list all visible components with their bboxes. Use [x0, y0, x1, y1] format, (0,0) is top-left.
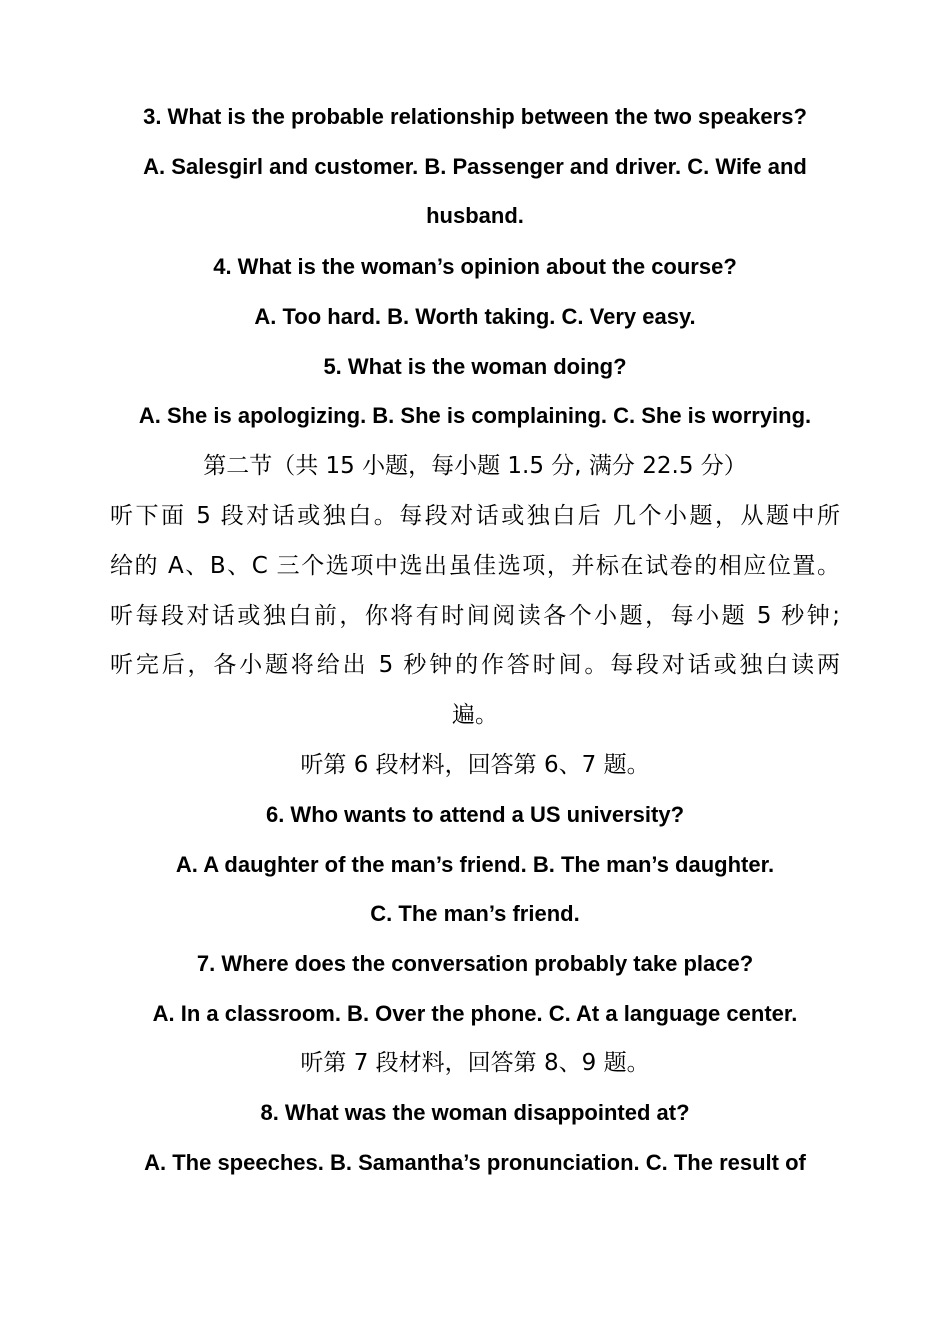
material-6-heading: 听第 6 段材料，回答第 6、7 题。 — [300, 752, 650, 778]
question-3: 3. What is the probable relationship between the two speakers? — [143, 104, 807, 129]
question-5-options: A. She is apologizing. B. She is complaining. C. She is worrying. — [138, 403, 812, 428]
question-5: 5. What is the woman doing? — [323, 354, 627, 379]
section-2-heading: 第二节（共 15 小题，每小题 1.5 分, 满分 22.5 分） — [203, 453, 747, 479]
question-6-options-cont: C. The man’s friend. — [370, 901, 580, 926]
question-4-options: A. Too hard. B. Worth taking. C. Very easy. — [254, 304, 696, 329]
question-8: 8. What was the woman disappointed at? — [260, 1100, 690, 1125]
question-7-options: A. In a classroom. B. Over the phone. C. At a language center. — [152, 1001, 798, 1026]
question-3-options-cont: husband. — [426, 203, 524, 228]
question-4: 4. What is the woman’s opinion about the course? — [213, 254, 737, 279]
instructions-line-3: 听每段对话或独白前，你将有时间阅读各个小题，每小题 5 秒钟; — [110, 603, 840, 629]
question-7: 7. Where does the conversation probably take place? — [196, 951, 754, 976]
instructions-line-1: 听下面 5 段对话或独白。每段对话或独白后 几个小题，从题中所 — [110, 503, 840, 529]
instructions-line-5: 遍。 — [452, 702, 498, 728]
question-3-options: A. Salesgirl and customer. B. Passenger and driver. C. Wife and — [143, 154, 807, 179]
instructions-line-2: 给的 A、B、C 三个选项中选出虽佳选项，并标在试卷的相应位置。 — [110, 553, 840, 579]
question-8-options: A. The speeches. B. Samantha’s pronunciation. C. The result of — [144, 1150, 806, 1175]
instructions-line-4: 听完后，各小题将给出 5 秒钟的作答时间。每段对话或独白读两 — [110, 652, 840, 678]
material-7-heading: 听第 7 段材料，回答第 8、9 题。 — [300, 1050, 650, 1076]
question-6-options: A. A daughter of the man’s friend. B. The man’s daughter. — [175, 852, 775, 877]
question-6: 6. Who wants to attend a US university? — [265, 802, 685, 827]
